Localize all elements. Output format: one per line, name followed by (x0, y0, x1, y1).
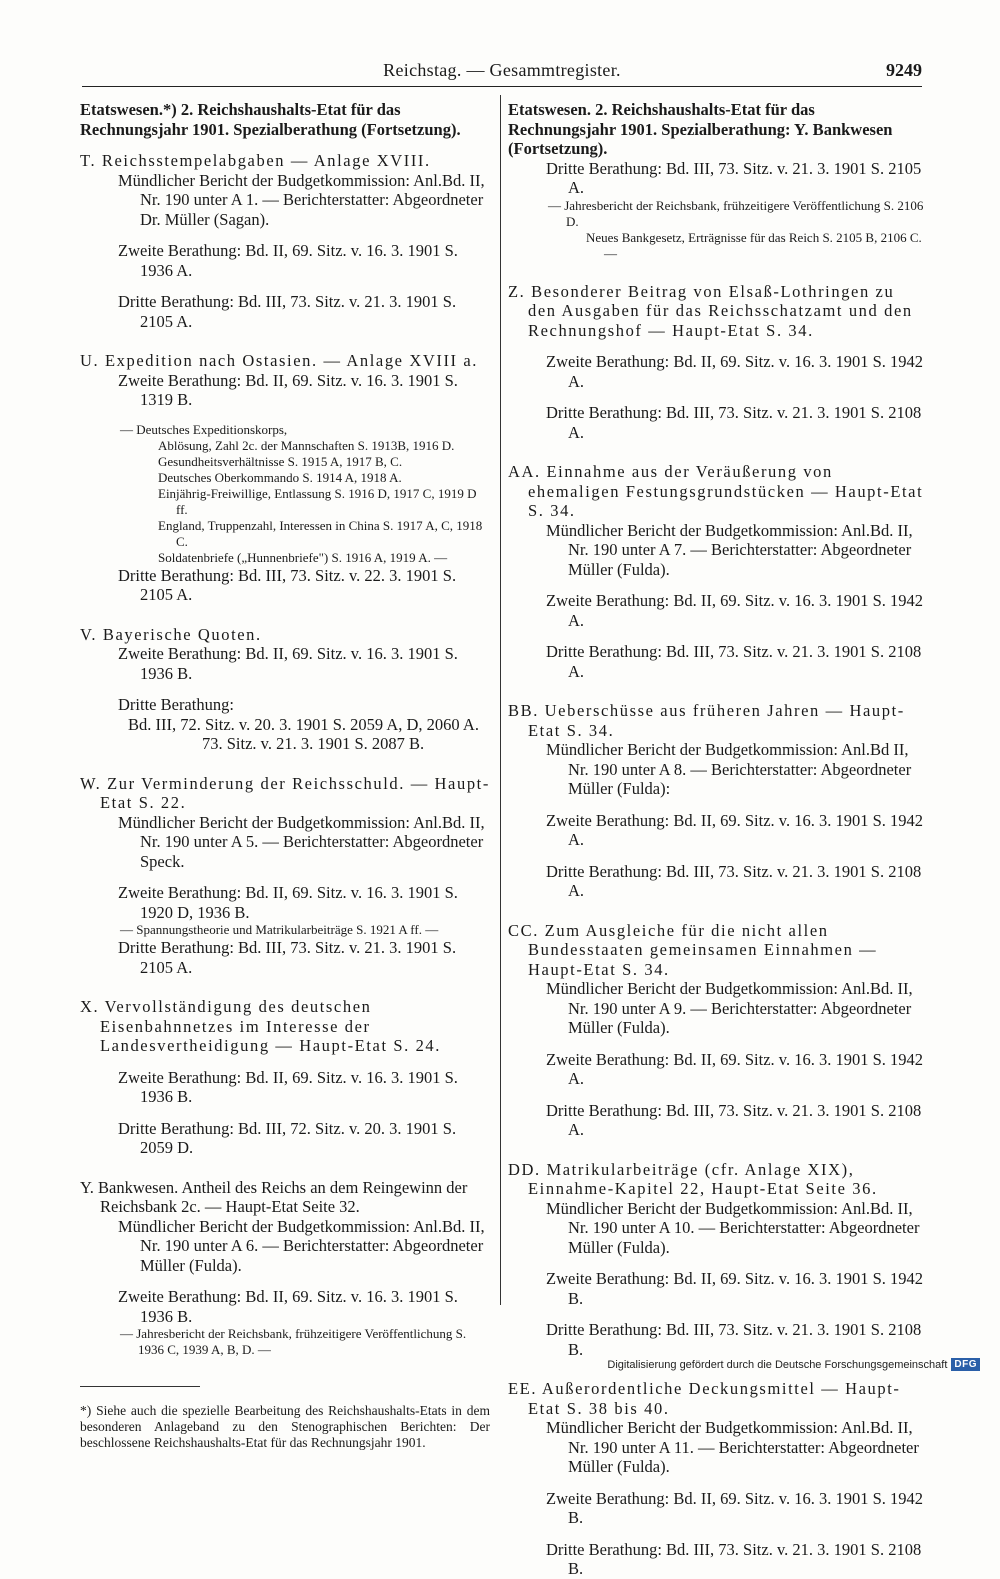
section-intro: Etatswesen.*) 2. Reichshaushalts-Etat für das Rechnungsjahr 1901. Spezialberathung (Fortsetzung). (80, 100, 461, 139)
page-header (82, 60, 922, 87)
section-w (80, 774, 490, 978)
third-reading: Dritte Berathung: Bd. III, 73. Sitz. v. 21. 3. 1901 S. 2108 B. (546, 1539, 922, 1578)
third-reading: Dritte Berathung: Bd. III, 73. Sitz. v. 21. 3. 1901 S. 2108 A. (546, 642, 922, 681)
column-divider (500, 95, 501, 1305)
section-dd (508, 1160, 924, 1360)
report-entry: Mündlicher Bericht der Budgetkommission: Anl.Bd. II, Nr. 190 unter A 6. — Berichterstatter: Abgeordneter Müller (Fulda). (118, 1216, 485, 1275)
third-reading: Dritte Berathung: Bd. III, 73. Sitz. v. 21. 3. 1901 S. 2108 A. (546, 1100, 922, 1139)
sub-entry: — Jahresbericht der Reichsbank, frühzeitigere Veröffentlichung S. 1936 C, 1939 A, B, D. — (120, 1326, 467, 1357)
section-cc (508, 921, 924, 1140)
third-reading: Dritte Berathung: Bd. III, 73. Sitz. v. 21. 3. 1901 S. 2108 A. (546, 861, 922, 900)
footnote-rule (80, 1386, 200, 1387)
credit-text: Digitalisierung gefördert durch die Deutsche Forschungsgemeinschaft (607, 1358, 948, 1371)
third-reading: Dritte Berathung: Bd. III, 73. Sitz. v. 21. 3. 1901 S. 2105 A. (118, 292, 457, 331)
section-intro: Etatswesen. 2. Reichshaushalts-Etat für das Rechnungsjahr 1901. Spezialberathung: Y. Bankwesen (Fortsetzung). (508, 100, 893, 158)
third-reading: Bd. III, 72. Sitz. v. 20. 3. 1901 S. 2059 A, D, 2060 A. (128, 714, 479, 734)
section-heading: X. Vervollständigung des deutschen Eisenbahnnetzes im Interesse der Landesvertheidigung — Haupt-Etat S. 24. (80, 997, 442, 1055)
report-entry: Mündlicher Bericht der Budgetkommission: Anl.Bd. II, Nr. 190 unter A 7. — Berichterstatter: Abgeordneter Müller (Fulda). (546, 520, 913, 579)
second-reading: Zweite Berathung: Bd. II, 69. Sitz. v. 16. 3. 1901 S. 1942 B. (546, 1488, 924, 1527)
section-bb (508, 701, 924, 901)
section-t (80, 151, 490, 331)
digitization-credit (607, 1358, 980, 1371)
section-heading: V. Bayerische Quoten. (80, 624, 262, 644)
sub-entry: — Spannungstheorie und Matrikularbeiträge S. 1921 A ff. — (120, 922, 439, 937)
second-reading: Zweite Berathung: Bd. II, 69. Sitz. v. 16. 3. 1901 S. 1319 B. (118, 370, 458, 409)
second-reading: Zweite Berathung: Bd. II, 69. Sitz. v. 16. 3. 1901 S. 1936 B. (118, 1287, 458, 1326)
right-column (508, 100, 924, 1579)
section-heading: U. Expedition nach Ostasien. — Anlage XVIII a. (80, 351, 479, 370)
section-x (80, 997, 490, 1158)
report-entry: Mündlicher Bericht der Budgetkommission: Anl.Bd. II, Nr. 190 unter A 9. — Berichterstatter: Abgeordneter Müller (Fulda). (546, 979, 913, 1037)
third-reading: Dritte Berathung: Bd. III, 73. Sitz. v. 21. 3. 1901 S. 2108 B. (546, 1320, 922, 1359)
report-entry: Mündlicher Bericht der Budgetkommission: Anl.Bd. II, Nr. 190 unter A 5. — Berichterstatter: Abgeordneter Speck. (118, 812, 485, 871)
section-heading: DD. Matrikularbeiträge (cfr. Anlage XIX), Einnahme-Kapitel 22, Haupt-Etat Seite 36. (508, 1159, 878, 1198)
section-heading: EE. Außerordentliche Deckungsmittel — Haupt-Etat S. 38 bis 40. (508, 1379, 901, 1418)
third-reading-label: Dritte Berathung: (118, 695, 234, 714)
dfg-logo: DFG (951, 1358, 980, 1371)
second-reading: Zweite Berathung: Bd. II, 69. Sitz. v. 16. 3. 1901 S. 1936 A. (118, 241, 458, 280)
section-heading: Z. Besonderer Beitrag von Elsaß-Lothringen zu den Ausgaben für das Reichsschatzamt und den Rechnungshof — Haupt-Etat S. 34. (508, 281, 913, 340)
section-aa (508, 462, 924, 681)
sub-entry: Einjährig-Freiwillige, Entlassung S. 1916 D, 1917 C, 1919 D ff. (158, 485, 477, 517)
left-column (80, 100, 490, 1451)
sub-entry: Ablösung, Zahl 2c. der Mannschaften S. 1913B, 1916 D. (158, 437, 455, 453)
report-entry: Mündlicher Bericht der Budgetkommission: Anl.Bd. II, Nr. 190 unter A 1. — Berichterstatter: Abgeordneter Dr. Müller (Sagan). (118, 170, 485, 229)
page-number: 9249 (886, 60, 922, 80)
running-title: Reichstag. — Gesammtregister. (383, 60, 621, 80)
section-heading: AA. Einnahme aus der Veräußerung von ehemaligen Festungsgrundstücken — Haupt-Etat S. 34. (508, 462, 924, 520)
second-reading: Zweite Berathung: Bd. II, 69. Sitz. v. 16. 3. 1901 S. 1942 A. (546, 810, 924, 849)
second-reading: Zweite Berathung: Bd. II, 69. Sitz. v. 16. 3. 1901 S. 1942 A. (546, 591, 924, 630)
second-reading: Zweite Berathung: Bd. II, 69. Sitz. v. 16. 3. 1901 S. 1942 B. (546, 1269, 924, 1308)
third-reading: Dritte Berathung: Bd. III, 73. Sitz. v. 21. 3. 1901 S. 2105 A. (546, 158, 922, 197)
second-reading: Zweite Berathung: Bd. II, 69. Sitz. v. 16. 3. 1901 S. 1942 A. (546, 352, 924, 391)
third-reading: Dritte Berathung: Bd. III, 73. Sitz. v. 21. 3. 1901 S. 2108 A. (546, 403, 922, 442)
section-z (508, 282, 924, 443)
second-reading: Zweite Berathung: Bd. II, 69. Sitz. v. 16. 3. 1901 S. 1936 B. (118, 1067, 458, 1106)
report-entry: Mündlicher Bericht der Budgetkommission: Anl.Bd. II, Nr. 190 unter A 11. — Berichterstatter: Abgeordneter Müller (Fulda). (546, 1418, 919, 1476)
section-heading: CC. Zum Ausgleiche für die nicht allen Bundesstaaten gemeinsamen Einnahmen — Haupt-Etat S. 34. (508, 920, 878, 979)
sub-entry: England, Truppenzahl, Interessen in China S. 1917 A, C, 1918 C. (158, 517, 483, 549)
sub-entry: Soldatenbriefe („Hunnenbriefe") S. 1916 A, 1919 A. — (158, 549, 448, 565)
sub-entry: Gesundheitsverhältnisse S. 1915 A, 1917 B, C. (158, 453, 403, 469)
sub-entry: Neues Bankgesetz, Erträgnisse für das Reich S. 2105 B, 2106 C. — (586, 229, 922, 261)
third-reading: Dritte Berathung: Bd. III, 72. Sitz. v. 20. 3. 1901 S. 2059 D. (118, 1118, 457, 1157)
report-entry: Mündlicher Bericht der Budgetkommission: Anl.Bd II, Nr. 190 unter A 8. — Berichterstatter: Abgeordneter Müller (Fulda): (546, 740, 912, 798)
section-heading: W. Zur Verminderung der Reichsschuld. — Haupt-Etat S. 22. (80, 773, 490, 812)
second-reading: Zweite Berathung: Bd. II, 69. Sitz. v. 16. 3. 1901 S. 1920 D, 1936 B. (118, 883, 458, 922)
report-entry: Mündlicher Bericht der Budgetkommission: Anl.Bd. II, Nr. 190 unter A 10. — Berichterstatter: Abgeordneter Müller (Fulda). (546, 1198, 920, 1257)
sub-entry: Deutsches Oberkommando S. 1914 A, 1918 A. (158, 469, 402, 485)
footnote: *) Siehe auch die spezielle Bearbeitung des Reichshaushalts-Etats in dem besonderen Anlageband zu den Stenographischen Berichten: Der beschlossene Reichshaushalts-Etat für das Rechnungsjahr 1901. (80, 1403, 490, 1450)
sub-entry: — Jahresbericht der Reichsbank, frühzeitigere Veröffentlichung S. 2106 D. (548, 197, 924, 229)
second-reading: Zweite Berathung: Bd. II, 69. Sitz. v. 16. 3. 1901 S. 1942 A. (546, 1049, 924, 1088)
section-v (80, 625, 490, 754)
section-y (80, 1178, 490, 1359)
section-heading: Y. Bankwesen. Antheil des Reichs an dem Reingewinn der Reichsbank 2c. — Haupt-Etat Seite 32. (80, 1177, 468, 1216)
third-reading: 73. Sitz. v. 21. 3. 1901 S. 2087 B. (202, 734, 425, 753)
second-reading: Zweite Berathung: Bd. II, 69. Sitz. v. 16. 3. 1901 S. 1936 B. (118, 644, 458, 683)
section-ee (508, 1379, 924, 1579)
third-reading: Dritte Berathung: Bd. III, 73. Sitz. v. 22. 3. 1901 S. 2105 A. (118, 565, 457, 604)
section-u (80, 351, 490, 605)
section-heading: T. Reichsstempelabgaben — Anlage XVIII. (80, 151, 431, 170)
third-reading: Dritte Berathung: Bd. III, 73. Sitz. v. 21. 3. 1901 S. 2105 A. (118, 938, 457, 977)
section-heading: BB. Ueberschüsse aus früheren Jahren — Haupt-Etat S. 34. (508, 701, 905, 740)
sub-entry: — Deutsches Expeditionskorps, (120, 421, 288, 437)
